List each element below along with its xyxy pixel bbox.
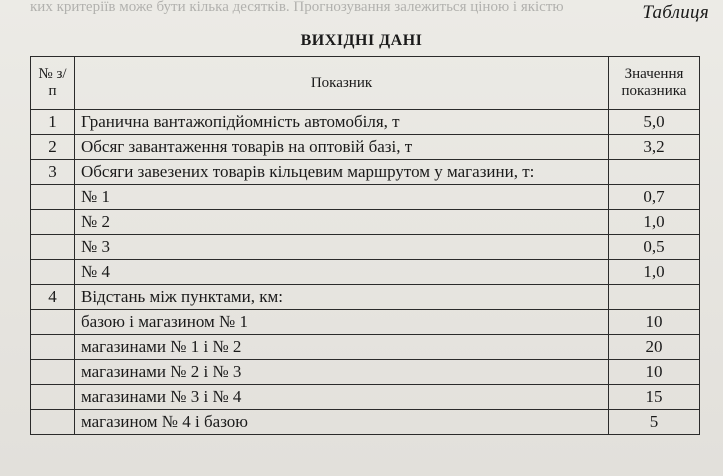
column-header-indicator: Показник bbox=[75, 57, 609, 110]
row-label: № 4 bbox=[75, 260, 609, 285]
table-row bbox=[31, 410, 700, 435]
row-label: магазинами № 1 і № 2 bbox=[75, 335, 609, 360]
row-number bbox=[31, 210, 75, 235]
table-row bbox=[31, 360, 700, 385]
table-caption: Таблиця bbox=[642, 2, 709, 23]
row-label: Відстань між пунктами, км: bbox=[75, 285, 609, 310]
row-label: Гранична вантажопідйомність автомобіля, т bbox=[75, 110, 609, 135]
table-row bbox=[31, 235, 700, 260]
row-label: магазинами № 2 і № 3 bbox=[75, 360, 609, 385]
column-header-value: Значення показника bbox=[609, 57, 700, 110]
row-value: 1,0 bbox=[609, 260, 700, 285]
row-value: 1,0 bbox=[609, 210, 700, 235]
row-label: Обсяги завезених товарів кільцевим маршрутом у магазини, т: bbox=[75, 160, 609, 185]
row-label: магазинами № 3 і № 4 bbox=[75, 385, 609, 410]
table-row bbox=[31, 385, 700, 410]
row-value bbox=[609, 285, 700, 310]
table-title: ВИХІДНІ ДАНІ bbox=[300, 32, 423, 49]
row-value: 20 bbox=[609, 335, 700, 360]
row-value: 5 bbox=[609, 410, 700, 435]
row-number bbox=[31, 385, 75, 410]
table-row bbox=[31, 210, 700, 235]
row-label: № 1 bbox=[75, 185, 609, 210]
row-value: 10 bbox=[609, 360, 700, 385]
row-number bbox=[31, 235, 75, 260]
row-number: 3 bbox=[31, 160, 75, 185]
table-row bbox=[31, 110, 700, 135]
row-value: 5,0 bbox=[609, 110, 700, 135]
row-number bbox=[31, 335, 75, 360]
input-data-table bbox=[30, 56, 700, 435]
row-label: № 2 bbox=[75, 210, 609, 235]
table-row bbox=[31, 160, 700, 185]
row-number: 2 bbox=[31, 135, 75, 160]
row-number bbox=[31, 260, 75, 285]
table-row bbox=[31, 285, 700, 310]
row-value: 3,2 bbox=[609, 135, 700, 160]
row-value: 15 bbox=[609, 385, 700, 410]
table-row bbox=[31, 185, 700, 210]
table-row bbox=[31, 335, 700, 360]
row-value: 0,7 bbox=[609, 185, 700, 210]
row-value bbox=[609, 160, 700, 185]
bleed-through-text: ких критеріїв може бути кілька десятків. Прогнозування залежиться ціною і якістю bbox=[30, 0, 564, 14]
row-number bbox=[31, 310, 75, 335]
row-number: 4 bbox=[31, 285, 75, 310]
row-number: 1 bbox=[31, 110, 75, 135]
row-number bbox=[31, 410, 75, 435]
row-value: 10 bbox=[609, 310, 700, 335]
table-row bbox=[31, 135, 700, 160]
row-label: № 3 bbox=[75, 235, 609, 260]
column-header-number: № з/п bbox=[31, 57, 75, 110]
row-number bbox=[31, 360, 75, 385]
row-label: магазином № 4 і базою bbox=[75, 410, 609, 435]
row-value: 0,5 bbox=[609, 235, 700, 260]
row-number bbox=[31, 185, 75, 210]
row-label: базою і магазином № 1 bbox=[75, 310, 609, 335]
table-row bbox=[31, 260, 700, 285]
table-row bbox=[31, 310, 700, 335]
row-label: Обсяг завантаження товарів на оптовій базі, т bbox=[75, 135, 609, 160]
table-header-row bbox=[31, 57, 700, 110]
